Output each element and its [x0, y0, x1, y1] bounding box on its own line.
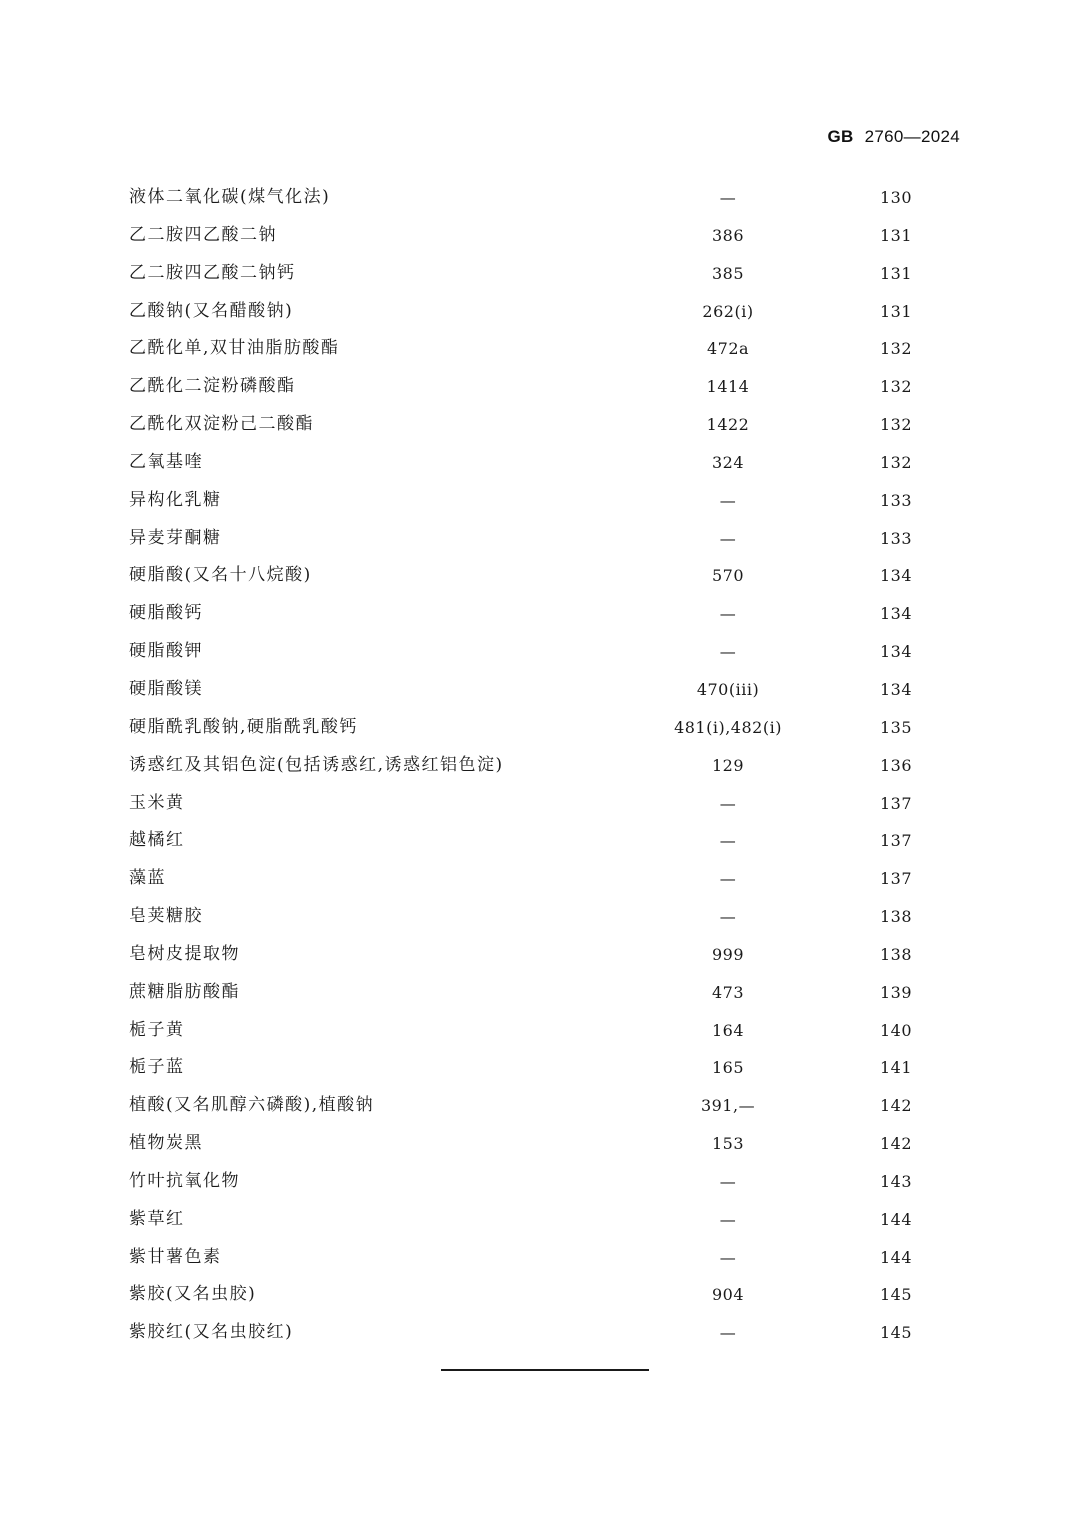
- additive-name: 紫胶红(又名虫胶红): [129, 1322, 294, 1343]
- page-number: 138: [879, 944, 913, 964]
- page-number: 144: [879, 1247, 913, 1267]
- page-number: 136: [879, 755, 913, 775]
- ins-number: —: [719, 1171, 737, 1191]
- page-number: 135: [879, 717, 913, 737]
- additive-name: 硬脂酰乳酸钠,硬脂酰乳酸钙: [129, 716, 358, 737]
- list-item: [0, 368, 1074, 406]
- page-number: 138: [879, 907, 913, 927]
- ins-number: 324: [711, 452, 745, 472]
- end-of-list-rule: [441, 1369, 649, 1371]
- additive-name: 硬脂酸(又名十八烷酸): [129, 565, 312, 586]
- list-item: [0, 1201, 1074, 1239]
- ins-number: —: [719, 1209, 737, 1229]
- list-item: [0, 671, 1074, 709]
- page-number: 133: [879, 490, 913, 510]
- list-item: [0, 217, 1074, 255]
- ins-number: 153: [711, 1134, 745, 1154]
- list-item: [0, 482, 1074, 520]
- ins-number: —: [719, 831, 737, 851]
- list-item: [0, 822, 1074, 860]
- page-number: 131: [879, 263, 913, 283]
- additive-name: 皂树皮提取物: [129, 943, 240, 964]
- list-item: [0, 747, 1074, 785]
- list-item: [0, 974, 1074, 1012]
- list-item: [0, 557, 1074, 595]
- standard-number: 2760—2024: [864, 127, 960, 146]
- list-item: [0, 1239, 1074, 1277]
- page-number: 134: [879, 679, 913, 699]
- list-item: [0, 330, 1074, 368]
- ins-number: 481(i),482(i): [674, 717, 782, 737]
- additive-name: 竹叶抗氧化物: [129, 1170, 240, 1191]
- document-code: [828, 127, 960, 147]
- page-number: 137: [879, 869, 913, 889]
- ins-number: —: [719, 604, 737, 624]
- additive-name: 藻蓝: [129, 868, 166, 889]
- page-number: 145: [879, 1285, 913, 1305]
- ins-number: —: [719, 490, 737, 510]
- ins-number: 473: [711, 982, 745, 1002]
- standard-prefix: GB: [827, 127, 854, 146]
- page-number: 132: [879, 415, 913, 435]
- additive-name: 植酸(又名肌醇六磷酸),植酸钠: [129, 1095, 375, 1116]
- ins-number: 470(iii): [696, 679, 760, 699]
- ins-number: 262(i): [702, 301, 754, 321]
- ins-number: —: [719, 188, 737, 207]
- ins-number: 1414: [706, 377, 750, 397]
- ins-number: 385: [711, 263, 745, 283]
- ins-number: 386: [711, 225, 745, 245]
- list-item: [0, 898, 1074, 936]
- list-item: [0, 1163, 1074, 1201]
- list-item: [0, 179, 1074, 217]
- additive-name: 异构化乳糖: [129, 489, 222, 510]
- page-number: 133: [879, 528, 913, 548]
- page-number: 139: [879, 982, 913, 1002]
- list-item: [0, 633, 1074, 671]
- page-number: 144: [879, 1209, 913, 1229]
- ins-number: 164: [711, 1020, 745, 1040]
- additive-name: 栀子黄: [129, 1019, 185, 1040]
- additive-name: 硬脂酸镁: [129, 678, 203, 699]
- additive-name: 植物炭黑: [129, 1133, 203, 1154]
- additive-name: 硬脂酸钙: [129, 603, 203, 624]
- additive-name: 栀子蓝: [129, 1057, 185, 1078]
- additive-name: 蔗糖脂肪酸酯: [129, 981, 240, 1002]
- list-item: [0, 1049, 1074, 1087]
- page-number: 141: [879, 1058, 913, 1078]
- additive-name: 紫胶(又名虫胶): [129, 1284, 257, 1305]
- ins-number: —: [719, 1323, 737, 1343]
- list-item: [0, 406, 1074, 444]
- additive-name: 乙酰化二淀粉磷酸酯: [129, 376, 296, 397]
- additive-name: 硬脂酸钾: [129, 641, 203, 662]
- page-number: 145: [879, 1323, 913, 1343]
- page-number: 142: [879, 1096, 913, 1116]
- page-number: 143: [879, 1171, 913, 1191]
- ins-number: 904: [711, 1285, 745, 1305]
- ins-number: 999: [711, 944, 745, 964]
- page-number: 131: [879, 225, 913, 245]
- ins-number: 472a: [706, 339, 750, 359]
- page-number: 134: [879, 642, 913, 662]
- additive-name: 乙二胺四乙酸二钠钙: [129, 262, 296, 283]
- ins-number: 1422: [706, 415, 750, 435]
- list-item: [0, 595, 1074, 633]
- page-number: 137: [879, 831, 913, 851]
- list-item: [0, 293, 1074, 331]
- page-number: 130: [879, 188, 913, 207]
- additive-name: 乙酰化单,双甘油脂肪酸酯: [129, 338, 340, 359]
- additive-name: 玉米黄: [129, 792, 185, 813]
- list-item: [0, 860, 1074, 898]
- additive-name: 诱惑红及其铝色淀(包括诱惑红,诱惑红铝色淀): [129, 754, 504, 775]
- additive-name: 乙酰化双淀粉己二酸酯: [129, 414, 314, 435]
- page-number: 140: [879, 1020, 913, 1040]
- page-number: 132: [879, 452, 913, 472]
- list-item: [0, 1276, 1074, 1314]
- ins-number: —: [719, 907, 737, 927]
- page-number: 142: [879, 1134, 913, 1154]
- ins-number: 165: [711, 1058, 745, 1078]
- list-item: [0, 936, 1074, 974]
- additive-name: 越橘红: [129, 830, 185, 851]
- page-number: 134: [879, 604, 913, 624]
- ins-number: 129: [711, 755, 745, 775]
- ins-number: —: [719, 869, 737, 889]
- list-item: [0, 520, 1074, 558]
- list-item: [0, 255, 1074, 293]
- list-item: [0, 785, 1074, 823]
- ins-number: 570: [711, 566, 745, 586]
- ins-number: 391,—: [700, 1096, 756, 1116]
- additive-name: 乙酸钠(又名醋酸钠): [129, 300, 294, 321]
- list-item: [0, 1087, 1074, 1125]
- list-item: [0, 1012, 1074, 1050]
- ins-number: —: [719, 642, 737, 662]
- list-item: [0, 1125, 1074, 1163]
- additive-name: 液体二氧化碳(煤气化法): [129, 187, 331, 207]
- additive-name: 皂荚糖胶: [129, 906, 203, 927]
- additive-name: 乙二胺四乙酸二钠: [129, 224, 277, 245]
- additive-index-list: [0, 179, 1074, 1352]
- ins-number: —: [719, 793, 737, 813]
- additive-name: 异麦芽酮糖: [129, 527, 222, 548]
- ins-number: —: [719, 528, 737, 548]
- page-number: 131: [879, 301, 913, 321]
- page-number: 134: [879, 566, 913, 586]
- additive-name: 紫甘薯色素: [129, 1246, 222, 1267]
- ins-number: —: [719, 1247, 737, 1267]
- page-number: 132: [879, 339, 913, 359]
- additive-name: 紫草红: [129, 1208, 185, 1229]
- list-item: [0, 444, 1074, 482]
- list-item: [0, 709, 1074, 747]
- list-item: [0, 1314, 1074, 1352]
- page-number: 132: [879, 377, 913, 397]
- additive-name: 乙氧基喹: [129, 451, 203, 472]
- page-number: 137: [879, 793, 913, 813]
